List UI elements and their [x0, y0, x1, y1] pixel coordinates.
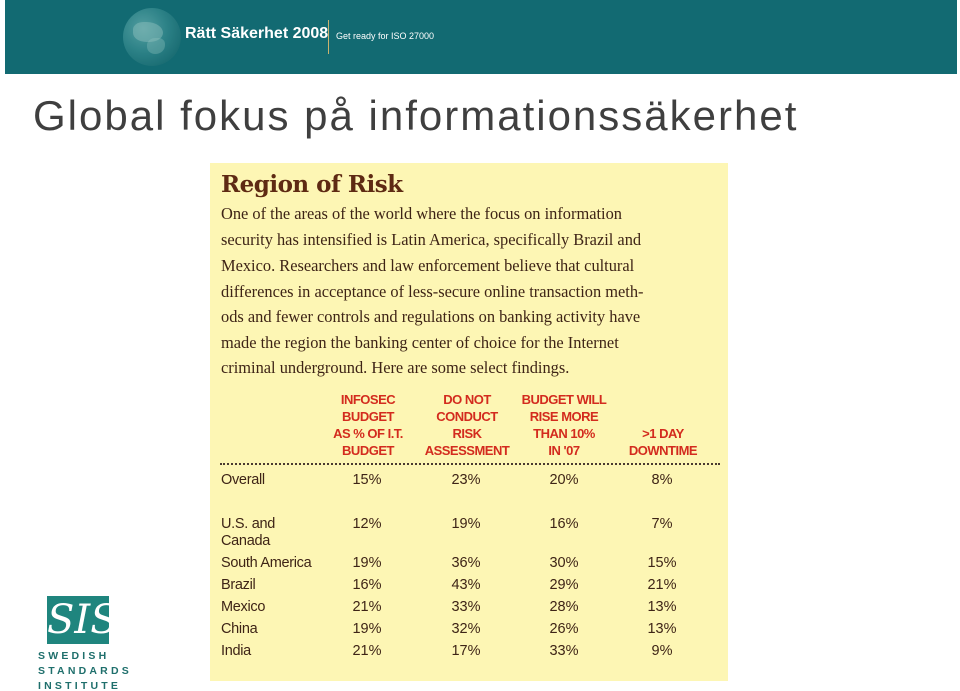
brand-tagline: Get ready for ISO 27000: [336, 31, 435, 41]
slide-title: Global fokus på informationssäkerhet: [33, 92, 799, 139]
column-header-line: THAN 10%: [533, 426, 595, 441]
row-label: Mexico: [221, 599, 266, 615]
column-header-line: BUDGET WILL: [521, 392, 607, 407]
sis-logo-text: SWEDISH: [38, 650, 110, 662]
region-of-risk-panel: [210, 163, 728, 681]
column-header-line: IN '07: [548, 443, 580, 458]
sis-logo-glyph: SIS: [47, 597, 118, 643]
table-cell: 17%: [451, 643, 481, 659]
column-header-no-risk-assessment: [413, 391, 521, 459]
column-header-budget-rise: [511, 391, 617, 459]
row-label-line: Canada: [221, 533, 270, 549]
table-cell: 33%: [549, 643, 579, 659]
intro-line: security has intensified is Latin America, specifically Brazil and: [221, 230, 642, 249]
table-cell: 21%: [352, 643, 382, 659]
table-cell: 23%: [451, 472, 481, 488]
table-cell: 15%: [352, 472, 382, 488]
column-header-line: INFOSEC: [340, 392, 396, 407]
intro-line: One of the areas of the world where the focus on information: [221, 204, 622, 223]
dotted-divider: [220, 463, 720, 465]
table-cell: 29%: [549, 577, 579, 593]
intro-line: differences in acceptance of less-secure online transaction meth-: [221, 282, 644, 301]
row-label: India: [221, 643, 251, 659]
column-header-line: RISK: [452, 426, 482, 441]
column-header-infosec-budget: [318, 391, 418, 459]
intro-line: made the region the banking center of choice for the Internet: [221, 333, 619, 352]
table-cell: 9%: [651, 643, 673, 659]
table-cell: 43%: [451, 577, 481, 593]
table-cell: 28%: [549, 599, 579, 615]
row-label: South America: [221, 555, 312, 571]
table-cell: 8%: [651, 472, 673, 488]
table-cell: 33%: [451, 599, 481, 615]
table-cell: 15%: [647, 555, 677, 571]
sis-logo-text: INSTITUTE: [38, 680, 122, 691]
column-header-line: RISE MORE: [529, 409, 599, 424]
row-label: China: [221, 621, 258, 637]
sis-logo-text: STANDARDS: [38, 665, 132, 677]
column-header-line: AS % OF I.T.: [333, 426, 403, 441]
table-cell: 12%: [352, 516, 382, 532]
table-cell: 30%: [549, 555, 579, 571]
table-cell: 26%: [549, 621, 579, 637]
table-cell: 20%: [549, 472, 579, 488]
table-cell: 19%: [352, 555, 382, 571]
table-cell: 19%: [352, 621, 382, 637]
column-header-downtime: [615, 425, 711, 459]
row-label: [221, 516, 275, 550]
column-header-line: DOWNTIME: [628, 443, 698, 458]
column-header-line: DO NOT: [443, 392, 491, 407]
table-cell: 13%: [647, 599, 677, 615]
sis-logo-mark: [47, 596, 118, 644]
table-cell: 7%: [651, 516, 673, 532]
table-cell: 21%: [352, 599, 382, 615]
table-cell: 32%: [451, 621, 481, 637]
table-cell: 19%: [451, 516, 481, 532]
brand-divider: [328, 20, 329, 54]
intro-line: ods and fewer controls and regulations on banking activity have: [221, 307, 641, 326]
column-header-line: ASSESSMENT: [424, 443, 510, 458]
intro-line: Mexico. Researchers and law enforcement believe that cultural: [221, 256, 635, 275]
row-label-line: U.S. and: [221, 516, 276, 532]
intro-line: criminal underground. Here are some select findings.: [221, 358, 570, 377]
table-cell: 21%: [647, 577, 677, 593]
table-cell: 13%: [647, 621, 677, 637]
column-header-line: CONDUCT: [436, 409, 498, 424]
brand-title: Rätt Säkerhet 2008: [185, 25, 329, 42]
row-label: Overall: [221, 472, 265, 488]
table-cell: 36%: [451, 555, 481, 571]
header-bar: [5, 0, 957, 74]
panel-heading: Region of Risk: [221, 171, 403, 198]
column-header-line: >1 DAY: [642, 426, 684, 441]
row-label: Brazil: [221, 577, 256, 593]
column-header-line: BUDGET: [342, 443, 394, 458]
table-cell: 16%: [549, 516, 579, 532]
table-cell: 16%: [352, 577, 382, 593]
globe-icon: [123, 8, 181, 66]
column-header-line: BUDGET: [342, 409, 394, 424]
